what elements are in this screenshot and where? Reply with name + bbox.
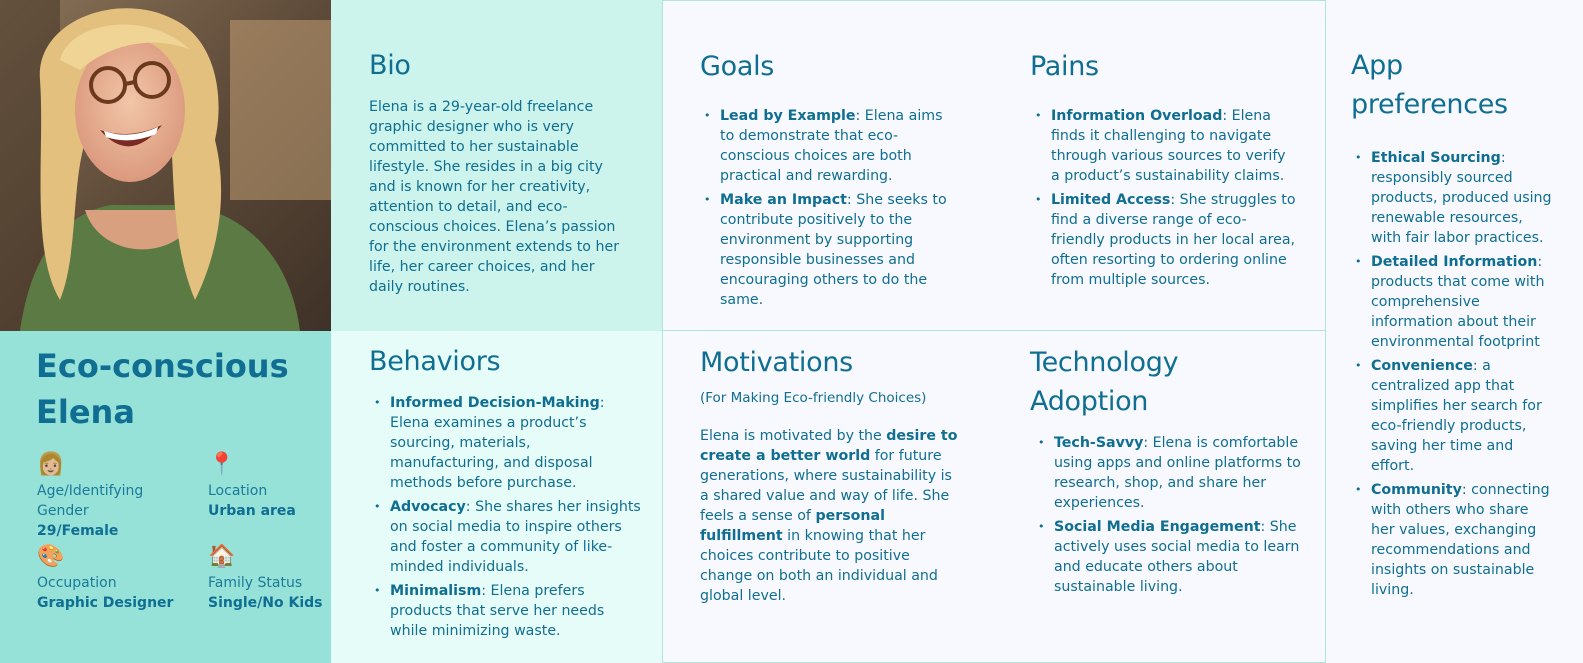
goals-list: [699, 106, 959, 314]
attribute-label: Occupation: [37, 575, 117, 591]
technology-adoption-section: [993, 330, 1326, 663]
motivations-text-part: in knowing that her choices contribute to positive change on both an individual and global level.: [700, 528, 938, 604]
attribute-label: Location: [208, 483, 268, 499]
list-item: [1033, 517, 1303, 597]
preference-term: Convenience: [1371, 358, 1473, 374]
preference-term: Ethical Sourcing: [1371, 150, 1501, 166]
technology-text: : Elena is comfortable using apps and online platforms to research, shop, and share her experiences.: [1054, 435, 1301, 511]
behavior-text: : Elena examines a product’s sourcing, materials, manufacturing, and disposal methods before purchase.: [390, 395, 605, 491]
attribute-value: Urban area: [208, 503, 296, 519]
list-item: [1350, 252, 1555, 352]
pain-text: : She struggles to find a diverse range of eco-friendly products in her local area, often resorting to ordering online from multiple sources.: [1051, 192, 1296, 288]
list-item: [1030, 190, 1296, 290]
behaviors-title: Behaviors: [369, 346, 501, 377]
behaviors-list: [369, 393, 641, 645]
goal-text: : She seeks to contribute positively to the environment by supporting responsible businesses and encouraging others to do the same.: [720, 192, 947, 308]
bio-section: [331, 0, 663, 331]
app-preferences-list: [1350, 148, 1555, 604]
list-item: [369, 393, 641, 493]
list-item: [369, 497, 641, 577]
list-item: [1033, 433, 1303, 513]
age-gender-attribute: [37, 451, 197, 541]
list-item: [1350, 356, 1555, 476]
behavior-term: Minimalism: [390, 583, 482, 599]
technology-adoption-title: Technology Adoption: [1030, 347, 1179, 417]
motivations-text: [700, 426, 965, 606]
technology-term: Tech-Savvy: [1054, 435, 1144, 451]
motivations-title: Motivations: [700, 347, 853, 378]
palette-icon: 🎨: [37, 544, 65, 569]
attribute-label: Family Status: [208, 575, 303, 591]
list-item: [369, 581, 641, 641]
behavior-text: : Elena prefers products that serve her needs while minimizing waste.: [390, 583, 605, 639]
persona-name: Eco-conscious Elena: [36, 347, 289, 431]
motivations-text-part: for future generations, where sustainability is a shared value and way of life. She feels a sense of: [700, 448, 952, 524]
bio-title: Bio: [369, 50, 411, 81]
motivations-subtitle: (For Making Eco-friendly Choices): [700, 390, 927, 406]
motivations-text-part: Elena is motivated by the: [700, 428, 887, 444]
pains-title: Pains: [1030, 51, 1099, 82]
attribute-value: Single/No Kids: [208, 595, 323, 611]
goal-term: Lead by Example: [720, 108, 856, 124]
bio-text: Elena is a 29-year-old freelance graphic designer who is very committed to her sustainable lifestyle. She resides in a big city and is known for her creativity, attention to detail, and eco-conscious choices. Elena’s passion for the environment extends to her life, her career choices, and her daily routines.: [369, 99, 620, 295]
behavior-term: Informed Decision-Making: [390, 395, 600, 411]
goals-title: Goals: [700, 51, 775, 82]
persona-photo: [0, 0, 331, 331]
technology-adoption-list: [1033, 433, 1303, 601]
behavior-term: Advocacy: [390, 499, 466, 515]
behaviors-section: [331, 331, 663, 663]
motivations-highlight: personal fulfillment: [700, 508, 885, 544]
pain-term: Limited Access: [1051, 192, 1171, 208]
preference-text: : products that come with comprehensive information about their environmental footprint: [1371, 254, 1545, 350]
preference-text: : a centralized app that simplifies her search for eco-friendly products, saving her time and effort.: [1371, 358, 1542, 474]
preference-term: Detailed Information: [1371, 254, 1538, 270]
occupation-attribute: [37, 543, 197, 613]
pains-list: [1030, 106, 1296, 294]
woman-face-icon: 👩🏼: [37, 452, 65, 477]
app-preferences-title: App preferences: [1351, 50, 1508, 120]
list-item: [1350, 480, 1555, 600]
location-pin-icon: 📍: [208, 452, 236, 477]
motivations-section: [662, 330, 994, 663]
list-item: [699, 106, 959, 186]
goal-text: : Elena aims to demonstrate that eco-conscious choices are both practical and rewarding.: [720, 108, 943, 184]
goals-section: [662, 0, 994, 331]
technology-term: Social Media Engagement: [1054, 519, 1261, 535]
app-preferences-section: [1325, 0, 1583, 663]
attribute-value: 29/Female: [37, 523, 119, 539]
list-item: [1350, 148, 1555, 248]
pain-term: Information Overload: [1051, 108, 1223, 124]
behavior-text: : She shares her insights on social media to inspire others and foster a community of like-minded individuals.: [390, 499, 641, 575]
preference-term: Community: [1371, 482, 1462, 498]
preference-text: : connecting with others who share her values, exchanging recommendations and insights on sustainable living.: [1371, 482, 1550, 598]
motivations-highlight: desire to create a better world: [700, 428, 958, 464]
pain-text: : Elena finds it challenging to navigate through various sources to verify a product’s sustainability claims.: [1051, 108, 1286, 184]
house-icon: 🏠: [208, 544, 236, 569]
persona-identity-section: [0, 331, 331, 663]
persona-photo-image: [0, 0, 331, 331]
preference-text: : responsibly sourced products, produced using renewable resources, with fair labor practices.: [1371, 150, 1552, 246]
attribute-value: Graphic Designer: [37, 595, 174, 611]
technology-text: : She actively uses social media to learn and educate others about sustainable living.: [1054, 519, 1300, 595]
list-item: [1030, 106, 1296, 186]
attribute-label: Age/Identifying Gender: [37, 483, 144, 519]
list-item: [699, 190, 959, 310]
pains-section: [993, 0, 1326, 331]
goal-term: Make an Impact: [720, 192, 847, 208]
